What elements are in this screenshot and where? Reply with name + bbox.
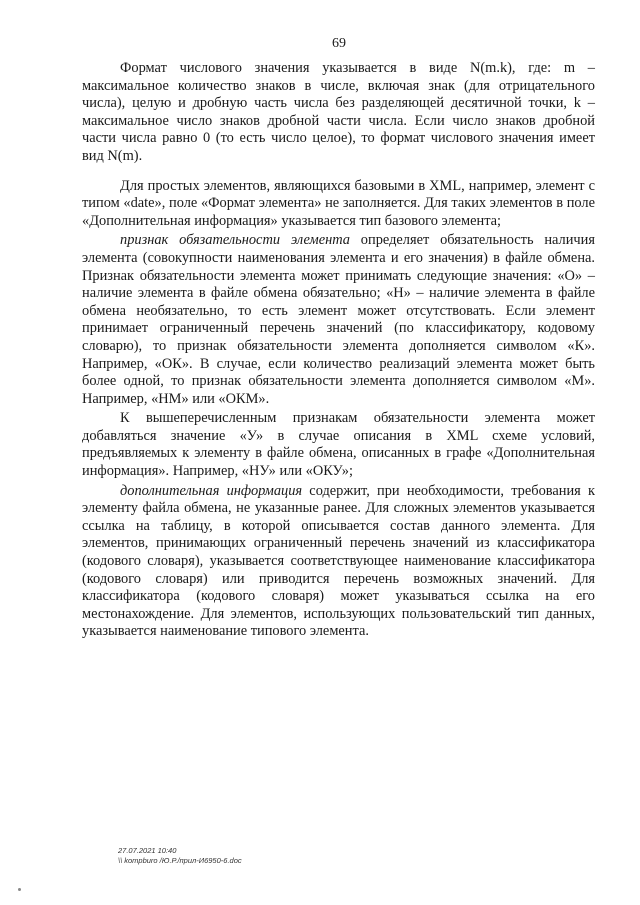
footer-timestamp: 27.07.2021 10:40	[118, 846, 177, 855]
scan-artifact	[18, 888, 21, 891]
document-footer	[118, 846, 242, 866]
paragraph-simple-elements	[82, 178, 595, 231]
term-required-attribute: признак обязательности элемента	[120, 232, 350, 249]
paragraph-required-attribute	[82, 232, 595, 408]
paragraph-text: Для простых элементов, являющихся базовыми в XML, например, элемент с типом «date», поле «Формат элемента» не заполняется. Для таких элементов в поле «Дополнительная информация» указывается тип базового элемента;	[82, 177, 595, 229]
paragraph-text: содержит, при необходимости, требования к элементу файла обмена, не указанные ранее. Для сложных элементов указывается ссылка на таблицу, в которой описывается состав данного элемента. Для элементов, принимающих ограниченный перечень значений из классификатора (кодового словаря), указывается соответствующее наименование классификатора (кодового словаря) или приводится перечень возможных значений. Для классификатора (кодового словаря) может указываться ссылка на его местонахождение. Для элементов, использующих пользовательский тип данных, указывается наименование типового элемента.	[82, 482, 595, 640]
paragraph-number-format	[82, 60, 595, 166]
paragraph-additional-info	[82, 483, 595, 641]
page-number: 69	[332, 36, 346, 51]
paragraph-text: Формат числового значения указывается в виде N(m.k), где: m – максимальное количество знаков в числе, включая знак (для отрицательного числа), целую и дробную часть числа без разделяющей десятичной точки, k – максимальное число знаков дробной части числа. Если число знаков дробной части числа равно 0 (то есть число целое), то формат числового значения имеет вид N(m).	[82, 60, 595, 164]
paragraph-text: определяет обязательность наличия элемента (совокупности наименования элемента и его значения) в файле обмена. Признак обязательности элемента может принимать следующие значения: «О» – наличие элемента в файле обмена обязательно; «Н» – наличие элемента в файле обмена необязательно, то есть элемент может отсутствовать. Если элемент принимает ограниченный перечень значений (по классификатору, кодовому словарю), то признак обязательности элемента дополняется символом «К». Например, «ОК». В случае, если количество реализаций элемента может быть более одной, то признак обязательности элемента дополняется символом «М». Например, «НМ» или «ОКМ».	[82, 232, 595, 407]
body-text	[82, 60, 595, 641]
term-additional-info: дополнительная информация	[120, 482, 303, 499]
paragraph-condition-value	[82, 410, 595, 480]
paragraph-text: К вышеперечисленным признакам обязательности элемента может добавляться значение «У» в случае описания в XML схеме условий, предъявляемых к элементу в файле обмена, описанных в графе «Дополнительная информация». Например, «НУ» или «ОКУ»;	[82, 410, 595, 480]
footer-file-path: \\ kompburo /Ю.Р./прил-И6950-6.doc	[118, 856, 242, 865]
